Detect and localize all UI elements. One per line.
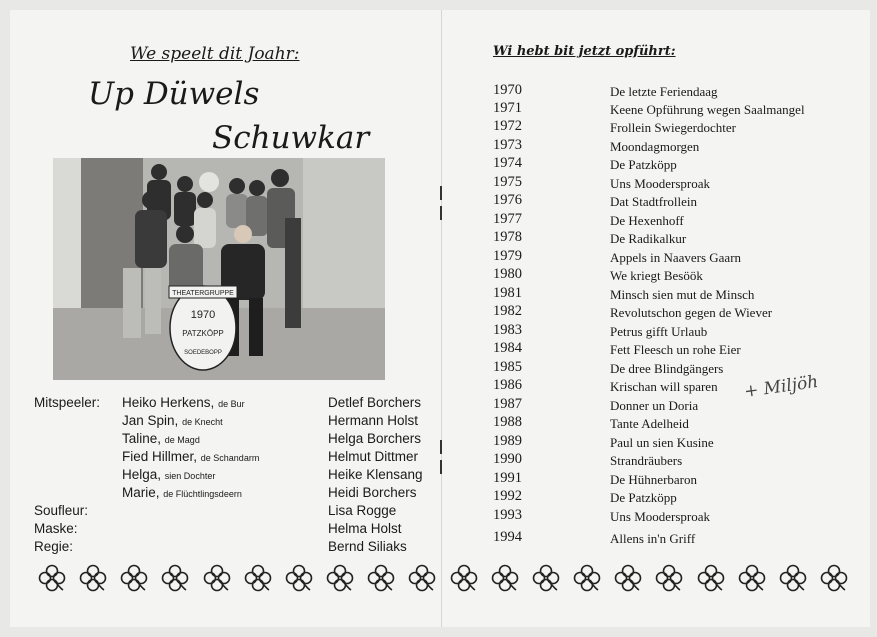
performance-title: Dat Stadtfrollein xyxy=(610,194,698,209)
performance-year: 1980 xyxy=(493,266,522,282)
cast-actor: Helmut Dittmer xyxy=(328,449,419,464)
history-heading: Wi hebt bit jetzt opführt: xyxy=(493,44,676,59)
performance-title: De dree Blindgängers xyxy=(610,361,724,376)
character-name: Taline, xyxy=(122,431,162,446)
performance-title: Fett Fleesch un rohe Eier xyxy=(610,342,741,357)
sign-text-year: 1970 xyxy=(190,309,216,321)
character-role: sien Dochter xyxy=(164,471,216,481)
clover-icon xyxy=(79,564,107,592)
cast-role xyxy=(122,485,242,500)
character-name: Jan Spin, xyxy=(122,413,179,428)
clover-icon xyxy=(820,564,848,592)
performance-year: 1974 xyxy=(493,155,522,171)
character-role: de Bur xyxy=(218,399,245,409)
binding-mark xyxy=(440,440,442,454)
performance-title: Tante Adelheid xyxy=(610,416,689,431)
performance-year: 1973 xyxy=(493,137,522,153)
performance-year: 1987 xyxy=(493,396,522,412)
cast-role xyxy=(122,413,223,428)
clover-icon xyxy=(285,564,313,592)
character-role: de Flüchtlingsdeern xyxy=(163,489,242,499)
performance-year: 1991 xyxy=(493,470,522,486)
performance-title: Frollein Swiegerdochter xyxy=(610,120,736,135)
play-title-line2: Schuwkar xyxy=(212,120,370,156)
crew-name: Lisa Rogge xyxy=(328,503,397,518)
performance-year: 1972 xyxy=(493,118,522,134)
performance-title: Revolutschon gegen de Wiever xyxy=(610,305,773,320)
character-name: Fied Hillmer, xyxy=(122,449,198,464)
group-photo xyxy=(53,158,385,380)
performance-title: Krischan will sparen xyxy=(610,379,718,394)
character-role: de Schandarm xyxy=(200,453,260,463)
crew-name: Bernd Siliaks xyxy=(328,539,407,554)
cast-actor: Heike Klensang xyxy=(328,467,423,482)
performance-year: 1970 xyxy=(493,82,522,98)
clover-icon xyxy=(779,564,807,592)
clover-icon xyxy=(573,564,601,592)
crew-label: Soufleur: xyxy=(34,503,89,518)
performance-year: 1979 xyxy=(493,248,522,264)
performance-year: 1988 xyxy=(493,414,522,430)
clover-icon xyxy=(120,564,148,592)
character-role: de Knecht xyxy=(182,417,223,427)
sign-text-top: THEATERGRUPPE xyxy=(172,290,234,297)
cast-actor: Helga Borchers xyxy=(328,431,422,446)
clover-icon xyxy=(161,564,189,592)
performance-year: 1981 xyxy=(493,285,522,301)
crew-label: Maske: xyxy=(34,521,78,536)
binding-mark xyxy=(440,206,442,220)
performance-title: We kriegt Besöök xyxy=(610,268,703,283)
performance-title: Moondagmorgen xyxy=(610,139,700,154)
performance-title: Minsch sien mut de Minsch xyxy=(610,287,755,302)
clover-icon xyxy=(532,564,560,592)
clover-icon xyxy=(367,564,395,592)
clover-border xyxy=(38,560,848,596)
clover-icon xyxy=(450,564,478,592)
clover-icon xyxy=(38,564,66,592)
performance-title: Appels in Naavers Gaarn xyxy=(610,250,742,265)
clover-icon xyxy=(491,564,519,592)
character-name: Heiko Herkens, xyxy=(122,395,215,410)
binding-mark xyxy=(440,186,442,200)
clover-icon xyxy=(326,564,354,592)
clover-icon xyxy=(655,564,683,592)
performance-title: Paul un sien Kusine xyxy=(610,435,714,450)
cast-role xyxy=(122,449,259,464)
clover-icon xyxy=(244,564,272,592)
performance-year: 1982 xyxy=(493,303,522,319)
character-name: Helga, xyxy=(122,467,162,482)
cast-role xyxy=(122,395,245,410)
performance-title: Strandräubers xyxy=(610,453,683,468)
sign-text-name: PATZKÖPP xyxy=(182,329,224,338)
performance-year: 1984 xyxy=(493,340,522,356)
performance-title: De letzte Feriendaag xyxy=(610,84,718,99)
cast-role xyxy=(122,467,215,482)
cast-label: Mitspeeler: xyxy=(34,395,101,410)
performance-title: Uns Moodersproak xyxy=(610,176,711,191)
performance-year: 1990 xyxy=(493,451,522,467)
performance-year: 1993 xyxy=(493,507,522,523)
performance-year: 1976 xyxy=(493,192,522,208)
performance-year: 1978 xyxy=(493,229,522,245)
clover-icon xyxy=(203,564,231,592)
performance-title: De Hühnerbaron xyxy=(610,472,697,487)
character-name: Marie, xyxy=(122,485,160,500)
binding-mark xyxy=(440,460,442,474)
performance-year: 1983 xyxy=(493,322,522,338)
crew-label: Regie: xyxy=(34,539,74,554)
clover-icon xyxy=(697,564,725,592)
cast-role xyxy=(122,431,200,446)
performance-year: 1975 xyxy=(493,174,522,190)
performance-title: De Patzköpp xyxy=(610,490,677,505)
performance-title: De Patzköpp xyxy=(610,157,677,172)
cast-actor: Hermann Holst xyxy=(328,413,419,428)
performance-year: 1989 xyxy=(493,433,522,449)
performance-title: Petrus gifft Urlaub xyxy=(610,324,708,339)
performance-year: 1986 xyxy=(493,377,522,393)
clover-icon xyxy=(738,564,766,592)
performance-year: 1992 xyxy=(493,488,522,504)
performance-title: Keene Opführung wegen Saalmangel xyxy=(610,102,805,117)
cast-actor: Detlef Borchers xyxy=(328,395,422,410)
cast-actor: Heidi Borchers xyxy=(328,485,417,500)
crew-name: Helma Holst xyxy=(328,521,402,536)
performance-year: 1971 xyxy=(493,100,522,116)
headline: We speelt dit Joahr: xyxy=(130,44,300,64)
handwritten-note: + Miljöh xyxy=(742,371,820,403)
performance-title: Allens in'n Griff xyxy=(610,531,696,546)
performance-year: 1977 xyxy=(493,211,522,227)
performance-year: 1994 xyxy=(493,529,522,545)
performance-title: De Radikalkur xyxy=(610,231,687,246)
play-title-line1: Up Düwels xyxy=(88,76,260,112)
character-role: de Magd xyxy=(164,435,200,445)
sign-text-place: SOEDEBOPP xyxy=(184,350,222,356)
performance-year: 1985 xyxy=(493,359,522,375)
center-fold xyxy=(441,10,442,627)
clover-icon xyxy=(614,564,642,592)
performance-title: Uns Moodersproak xyxy=(610,509,711,524)
performance-title: Donner un Doria xyxy=(610,398,699,413)
clover-icon xyxy=(408,564,436,592)
performance-title: De Hexenhoff xyxy=(610,213,684,228)
